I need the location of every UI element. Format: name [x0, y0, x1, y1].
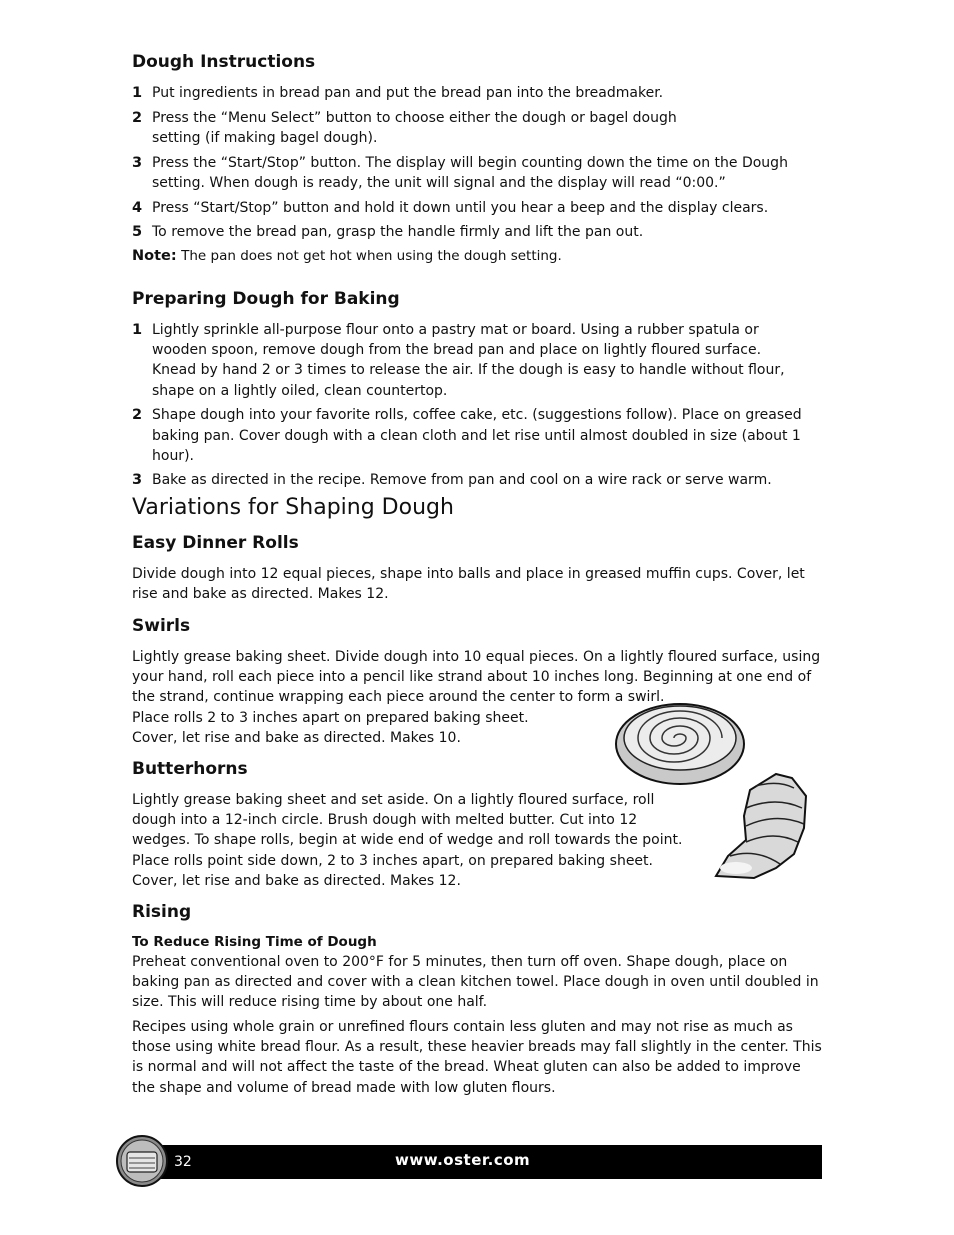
butterhorns-text: Lightly grease baking sheet and set aside. On a lightly floured surface, roll dough into a 12-inch circle. Brush dough with melted butter. Cut into 12 wedges. To shape rolls, begin at wide end of wedge and roll towards the point. Place rolls point side down, 2 to 3 inches apart, on prepared baking sheet. Cover, let rise and bake as directed. Makes 12.: [132, 792, 683, 889]
swirls-text-2: Place rolls 2 to 3 inches apart on prepared baking sheet. Cover, let rise and bake as directed. Makes 10.: [132, 710, 529, 747]
butterhorn-illustration: [706, 768, 810, 880]
website-link[interactable]: www.oster.com: [395, 1151, 531, 1169]
butterhorns-heading: Butterhorns: [132, 759, 248, 779]
footer-bar: [160, 1145, 822, 1179]
rising-heading: Rising: [132, 902, 192, 922]
note: Note: The pan does not get hot when using the dough setting.: [132, 248, 562, 264]
variations-heading: Variations for Shaping Dough: [132, 495, 454, 520]
rising-text-1: Preheat conventional oven to 200°F for 5 minutes, then turn off oven. Shape dough, place on baking pan as directed and cover with a clean kitchen towel. Place dough in oven until doubled in size. This will reduce rising time by about one half.: [132, 954, 819, 1011]
preparing-heading: Preparing Dough for Baking: [132, 289, 400, 309]
easy-rolls-text: Divide dough into 12 equal pieces, shape into balls and place in greased muffin cups. Cover, let rise and bake as directed. Makes 12.: [132, 566, 805, 603]
list-item: 4 Press “Start/Stop” button and hold it down until you hear a beep and the display clears.: [132, 199, 769, 216]
dough-instructions-list: [132, 83, 822, 242]
list-item: 2 Press the “Menu Select” button to choose either the dough or bagel dough setting (if making bagel dough).: [132, 109, 677, 146]
easy-rolls-heading: Easy Dinner Rolls: [132, 533, 299, 553]
preparing-list: [132, 320, 822, 491]
rising-text-2: Recipes using whole grain or unrefined flours contain less gluten and may not rise as much as those using white bread flour. As a result, these heavier breads may fall slightly in the center. This is normal and will not affect the taste of the bread. Wheat gluten can also be added to improve the shape and volume of bread made with low gluten flours.: [132, 1019, 822, 1096]
list-item: 1 Lightly sprinkle all-purpose flour onto a pastry mat or board. Using a rubber spatula or wooden spoon, remove dough from the bread pan and place on lightly floured surface. Knead by hand 2 or 3 times to release the air. If the dough is easy to handle without flour, shape on a lightly oiled, clean countertop.: [132, 322, 785, 399]
page-number: 32: [174, 1154, 192, 1170]
bread-slices-icon: [115, 1134, 169, 1188]
list-item: 3 Press the “Start/Stop” button. The display will begin counting down the time on the Dough setting. When dough is ready, the unit will signal and the display will read “0:00.”: [132, 154, 788, 191]
list-item: 1 Put ingredients in bread pan and put the bread pan into the breadmaker.: [132, 85, 664, 101]
swirls-text: Lightly grease baking sheet. Divide dough into 10 equal pieces. On a lightly floured surface, using your hand, roll each piece into a pencil like strand about 10 inches long. Beginning at one end of the strand, continue wrapping each piece around the center to form a swirl.: [132, 649, 821, 706]
rising-subheading: To Reduce Rising Time of Dough: [132, 934, 377, 950]
list-item: 5 To remove the bread pan, grasp the handle firmly and lift the pan out.: [132, 224, 644, 241]
swirls-heading: Swirls: [132, 616, 191, 636]
list-item: 3 Bake as directed in the recipe. Remove from pan and cool on a wire rack or serve warm.: [132, 472, 772, 489]
list-item: 2 Shape dough into your favorite rolls, coffee cake, etc. (suggestions follow). Place on greased baking pan. Cover dough with a clean cloth and let rise until almost doubled in size (about 1 hour).: [132, 407, 802, 464]
dough-instructions-heading: Dough Instructions: [132, 52, 316, 72]
